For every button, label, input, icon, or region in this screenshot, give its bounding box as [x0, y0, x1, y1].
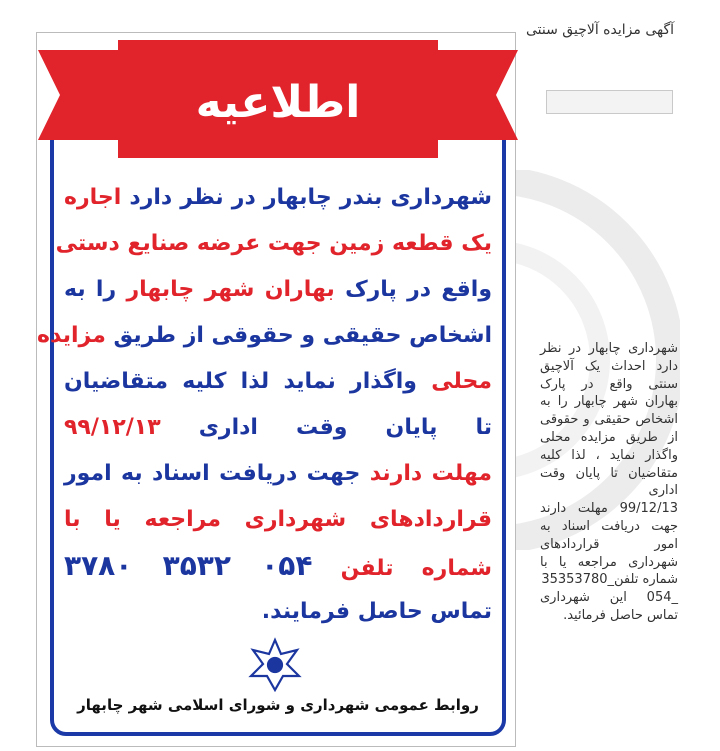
page-title: آگهی مزایده آلاچیق سنتی — [526, 22, 674, 38]
poster-line: محلی واگذار نماید لذا کلیه متقاضیان — [64, 369, 492, 394]
poster-line: یک قطعه زمین جهت عرضه صنایع دستی — [55, 231, 492, 256]
description-part: _054 این شهرداری تماس حاصل فرمائید. — [540, 590, 678, 623]
description-part: شهرداری چابهار در نظر دارد احداث یک آلاچیق سنتی واقع در پارک بهاران شهر چابهار را به اشخاص حقیقی و حقوقی از طریق مزایده محلی واگذار نماید ، لذا کلیه متقاضیان تا پایان وقت اداری — [540, 341, 678, 499]
poster-line: شماره تلفن ۰۵۴ ۳۵۳۲ ۳۷۸۰ — [64, 549, 492, 582]
poster-line: اشخاص حقیقی و حقوقی از طریق مزایده — [37, 323, 492, 348]
description-text — [540, 340, 678, 625]
search-input[interactable] — [546, 90, 673, 114]
poster-headline: اطلاعیه — [195, 77, 361, 128]
poster-footer: روابط عمومی شهرداری و شورای اسلامی شهر چابهار — [77, 696, 479, 714]
poster-line: مهلت دارند جهت دریافت اسناد به امور — [64, 461, 492, 486]
poster-line: تا پایان وقت اداری ۹۹/۱۲/۱۳ — [64, 415, 492, 440]
poster-body — [37, 175, 492, 635]
description-part: 99/12/13 مهلت دارند جهت دریافت اسناد به امور قراردادهای شهرداری مراجعه یا با شماره تلفن_35353780 — [540, 501, 678, 588]
municipality-logo-icon — [243, 636, 307, 692]
poster-line: شهرداری بندر چابهار در نظر دارد اجاره — [64, 185, 492, 210]
poster-line: واقع در پارک بهاران شهر چابهار را به — [64, 277, 492, 302]
poster-line: تماس حاصل فرمایند. — [261, 599, 492, 624]
poster-line: قراردادهای شهرداری مراجعه یا با — [64, 507, 492, 532]
